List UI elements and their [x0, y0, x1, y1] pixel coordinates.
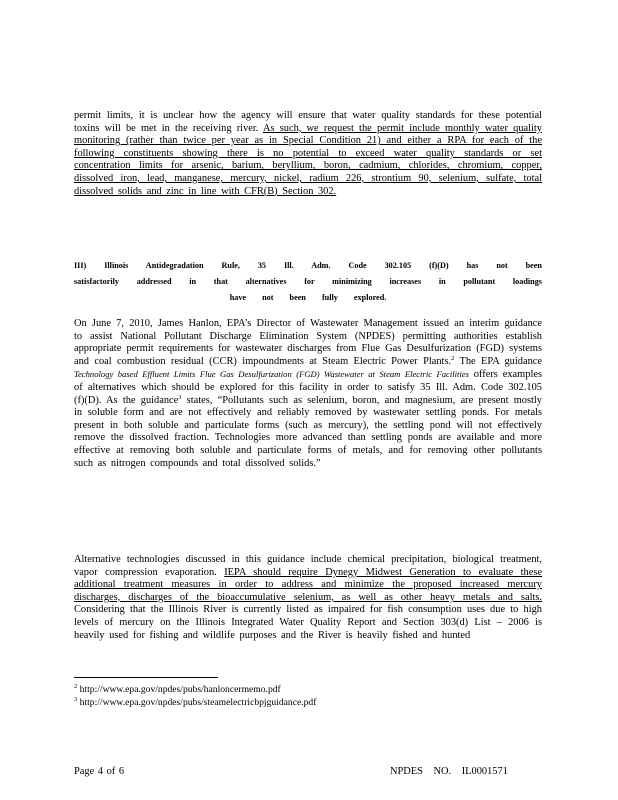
paragraph-quote: states, “Pollutants such as selenium, boron, and magnesium, are present mostly in soluble form and are not effectively and reliably removed by wastewater settling ponds. For metals present in both soluble and particulate forms (such as mercury), the settling pond will not effectively remove the dissolved fraction. Technologies more advanced than settling ponds are available and more effective at removing both soluble and particulate forms of metals, and for removing other pollutants such as nitrogen compounds and total dissolved solids.”: [74, 394, 542, 469]
paragraph-epa-guidance: [74, 318, 542, 470]
paragraph-text: offers examples of alternatives which should be explored for this facility in order to satisfy 35 Ill. Adm. Code 302.105 (f)(D). As the guidance: [74, 369, 542, 406]
section-heading-antidegradation: III) Illinois Antidegradation Rule, 35 Ill. Adm. Code 302.105 (f)(D) has not been satisfactorily addressed in that alternatives for minimizing increases in pollutant loadings have not been fully explored.: [74, 261, 542, 302]
guidance-title: Technology based Effluent Limits Flue Gas Desulfurization (FGD) Wastewater at Steam Electric Facilities: [74, 369, 469, 380]
paragraph-text: Alternative technologies discussed in this guidance include chemical precipitation, biological treatment, vapor compression evaporation.: [74, 554, 542, 578]
paragraph-alternative-technologies: [74, 554, 542, 642]
footnote-item: [74, 683, 534, 696]
footnote-number: 3: [74, 696, 78, 703]
footnotes: [74, 683, 534, 709]
paragraph-text: On June 7, 2010, James Hanlon, EPA’s Director of Wastewater Management issued an interim guidance to assist National Pollutant Discharge Elimination System (NPDES) permitting authorities establish appropriate permit requirements for wastewater discharges from Flue Gas Desulfurization (FGD) systems and coal combustion residual (CCR) impoundments at Steam Electric Power Plants.: [74, 318, 542, 367]
permit-number: NPDES NO. IL0001571: [390, 766, 508, 777]
footnote-ref: 3: [178, 393, 182, 401]
underlined-request: As such, we request the permit include monthly water quality monitoring (rather than twice per year as in Special Condition 21) and either a RPA for each of the following constituents showing there is no potential to exceed water quality standards or set concentration limits for arsenic, barium, beryllium, boron, cadmium, chlorides, chromium, copper, dissolved iron, lead, manganese, mercury, nickel, radium 226, strontium 90, selenium, sulfate, total dissolved solids and zinc in line with CFR(B) Section 302.: [74, 122, 542, 197]
paragraph-text: Considering that the Illinois River is currently listed as impaired for fish consumption uses due to high levels of mercury on the Illinois Integrated Water Quality Report and Section 303(d) List – 2006 is heavily used for fishing and wildlife purposes and the River is heavily fished and hunted: [74, 604, 542, 641]
footnote-ref: 2: [451, 354, 455, 362]
page-number: Page 4 of 6: [74, 766, 125, 777]
paragraph-monitoring-request: [74, 110, 542, 198]
footnote-link[interactable]: http://www.epa.gov/npdes/pubs/steamelectricbpjguidance.pdf: [79, 697, 317, 708]
paragraph-text: permit limits, it is unclear how the agency will ensure that water quality standards for these potential toxins will be met in the receiving river.: [74, 110, 542, 134]
underlined-requirement: IEPA should require Dynegy Midwest Generation to evaluate these additional treatment measures in order to address and minimize the proposed increased mercury discharges, discharges of the bioaccumulative selenium, as well as other heavy metals and salts.: [74, 566, 542, 603]
paragraph-text: The EPA guidance: [454, 355, 542, 367]
footnote-divider: [74, 677, 218, 678]
footnote-item: [74, 696, 534, 709]
footnote-number: 2: [74, 683, 78, 690]
footnote-link[interactable]: http://www.epa.gov/npdes/pubs/hanloncermemo.pdf: [79, 684, 281, 695]
